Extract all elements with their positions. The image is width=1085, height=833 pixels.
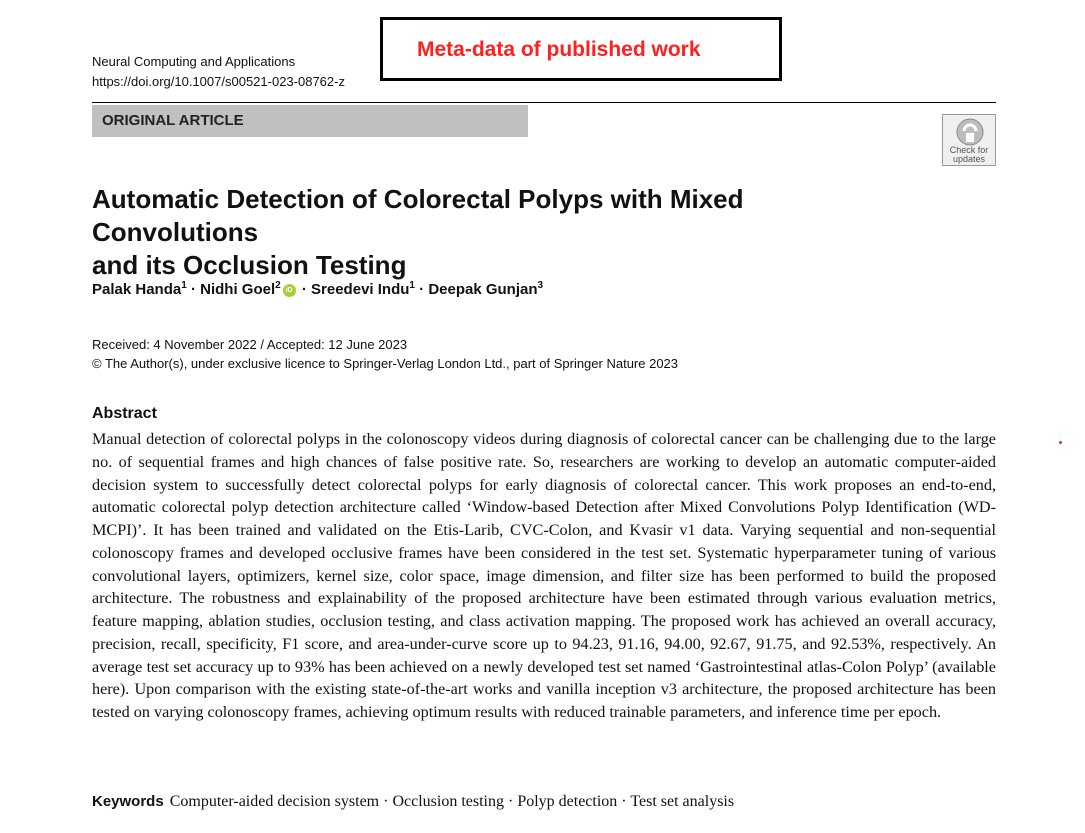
check-for-updates-badge[interactable] xyxy=(942,114,996,166)
doi-link[interactable]: https://doi.org/10.1007/s00521-023-08762-z xyxy=(92,74,345,89)
metadata-callout-box xyxy=(380,17,782,81)
title-line-2: and its Occlusion Testing xyxy=(92,250,407,280)
author-name[interactable]: Sreedevi Indu xyxy=(311,281,410,298)
article-type-label: ORIGINAL ARTICLE xyxy=(102,112,244,129)
received-accepted-dates: Received: 4 November 2022 / Accepted: 12 June 2023 xyxy=(92,337,408,352)
article-type-banner xyxy=(92,105,528,137)
crossmark-icon xyxy=(955,117,985,147)
author-list xyxy=(92,280,543,298)
publication-dates xyxy=(92,335,678,373)
author-separator: · xyxy=(419,281,425,298)
author-name[interactable]: Palak Handa xyxy=(92,281,182,298)
author-name[interactable]: Deepak Gunjan xyxy=(428,281,538,298)
keywords-list: Computer-aided decision system · Occlusion testing · Polyp detection · Test set analysis xyxy=(169,793,735,810)
keywords-label: Keywords xyxy=(92,793,164,810)
author-name[interactable]: Nidhi Goel xyxy=(200,281,276,298)
title-line-1: Automatic Detection of Colorectal Polyps with Mixed Convolutions xyxy=(92,184,744,247)
header-divider xyxy=(92,102,996,103)
abstract-text: Manual detection of colorectal polyps in the colonoscopy videos during diagnosis of colorectal cancer can be challenging due to the large no. of sequential frames and high chances of false positive rate. So, researchers are working to develop an automatic computer-aided decision system to successfully detect colorectal polyps for early diagnosis of colorectal cancer. This work proposes an end-to-end, automatic colorectal polyp detection architecture called ‘Window-based Detection after Mixed Convolutions Polyp Identification (WD-MCPI)’. It has been trained and validated on the Etis-Larib, CVC-Colon, and Kvasir v1 data. Varying sequential and non-sequential colonoscopy frames and developed occlusive frames have been considered in the test set. Systematic hyperparameter tuning of various convolutional layers, optimizers, kernel size, color space, image dimension, and filter size has been performed to build the proposed architecture. The robustness and explainability of the proposed architecture have been estimated through various evaluation metrics, feature mapping, ablation studies, occlusion testing, and class activation mapping. The proposed work has achieved an overall accuracy, precision, recall, specificity, F1 score, and area-under-curve score up to 94.23, 91.16, 94.00, 92.67, 91.75, and 92.53%, respectively. An average test set accuracy up to 93% has been achieved on a newly developed test set named ‘Gastrointestinal atlas-Colon Polyp’ (available here). Upon comparison with the existing state-of-the-art works and vanilla inception v3 architecture, the proposed architecture has been tested on varying colonoscopy frames, achieving optimum results with reduced trainable parameters, and inference time per epoch. xyxy=(92,430,996,721)
author-affiliation: 3 xyxy=(537,280,544,291)
annotation-dot xyxy=(1059,441,1062,444)
metadata-callout-label: Meta-data of published work xyxy=(417,38,701,61)
copyright-notice: © The Author(s), under exclusive licence to Springer-Verlag London Ltd., part of Springer Nature 2023 xyxy=(92,356,679,371)
check-for-updates-label: Check for updates xyxy=(949,145,989,164)
author-affiliation: 1 xyxy=(181,280,187,291)
orcid-icon[interactable]: iD xyxy=(283,284,296,297)
abstract-heading: Abstract xyxy=(92,405,157,422)
paper-title xyxy=(92,183,912,282)
journal-info xyxy=(92,52,345,92)
author-separator: · xyxy=(301,281,307,298)
journal-name: Neural Computing and Applications xyxy=(92,54,296,69)
author-separator: · xyxy=(190,281,196,298)
author-affiliation: 1 xyxy=(409,280,415,291)
keywords-line xyxy=(92,793,734,811)
author-affiliation: 2 xyxy=(275,280,281,291)
